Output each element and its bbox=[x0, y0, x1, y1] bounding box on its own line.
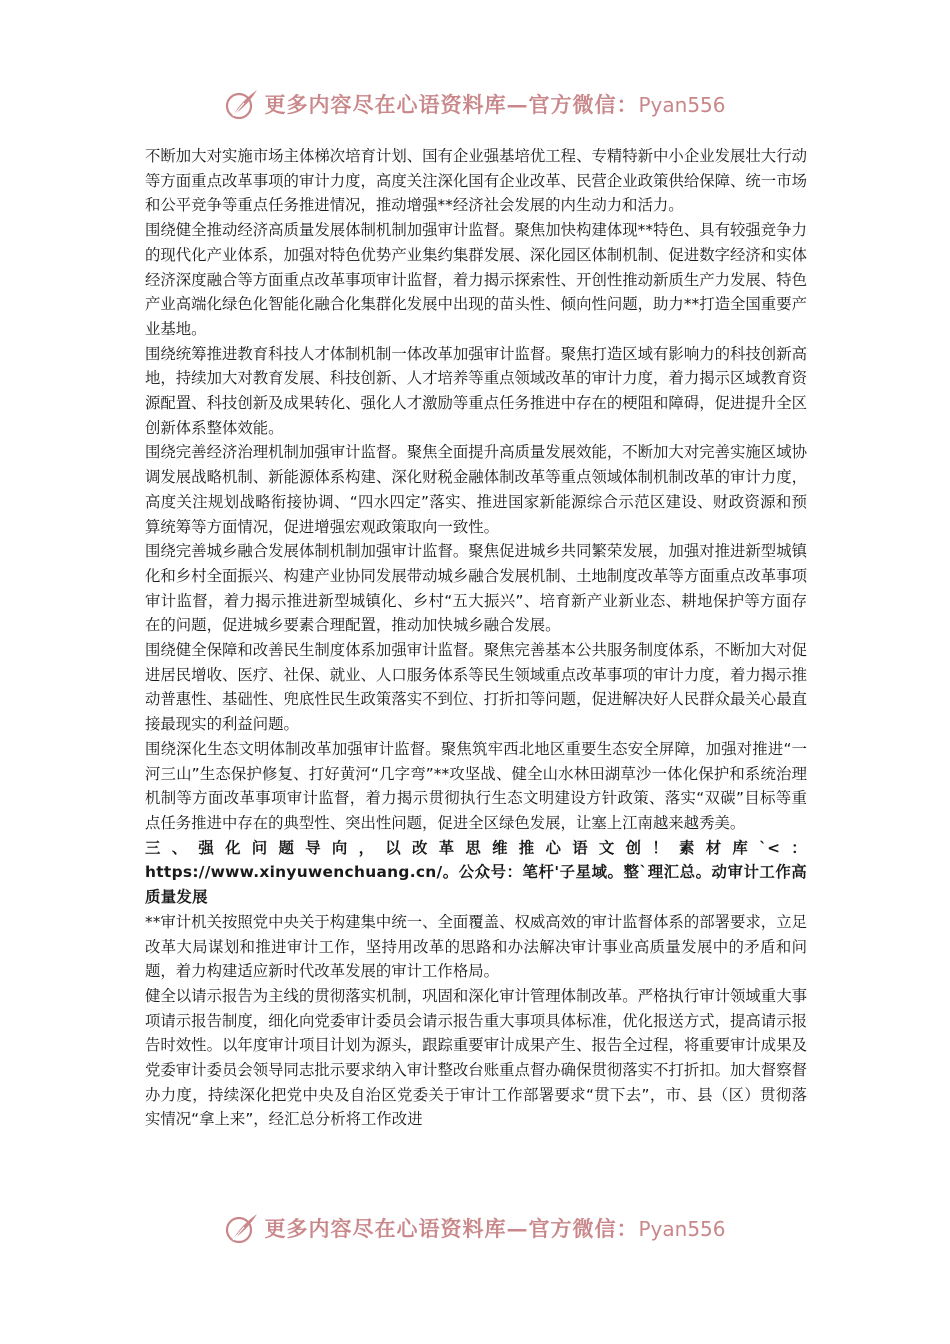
paragraph: 围绕完善城乡融合发展体制机制加强审计监督。聚焦促进城乡共同繁荣发展，加强对推进新型城镇化和乡村全面振兴、构建产业协同发展带动城乡融合发展机制、土地制度改革等方面重点改革事项审计监督，着力揭示推进新型城镇化、乡村“五大振兴”、培育新产业新业态、耕地保护等方面存在的问题，促进城乡要素合理配置，推动加快城乡融合发展。 bbox=[145, 542, 807, 635]
watermark-text: 更多内容尽在心语资料库—官方微信：Pyan556 bbox=[264, 92, 726, 117]
paragraph: 围绕健全推动经济高质量发展体制机制加强审计监督。聚焦加快构建体现**特色、具有较强竞争力的现代化产业体系，加强对特色优势产业集约集群发展、深化园区体制机制、促进数字经济和实体经济深度融合等方面重点改革事项审计监督，着力揭示探索性、开创性推动新质生产力发展、特色产业高端化绿色化智能化融合化集群化发展中出现的苗头性、倾向性问题，助力**打造全国重要产业基地。 bbox=[145, 221, 807, 338]
paragraph: 围绕深化生态文明体制改革加强审计监督。聚焦筑牢西北地区重要生态安全屏障，加强对推进“一河三山”生态保护修复、打好黄河“几字弯”**攻坚战、健全山水林田湖草沙一体化保护和系统治理机制等方面改革事项审计监督，着力揭示贯彻执行生态文明建设方针政策、落实“双碳”目标等重点任务推进中存在的典型性、突出性问题，促进全区绿色发展，让塞上江南越来越秀美。 bbox=[145, 739, 807, 832]
watermark-text: 更多内容尽在心语资料库—官方微信：Pyan556 bbox=[264, 1216, 726, 1241]
section-heading: 三、强化问题导向，以改革思维推心语文创！素材库`<：https://www.xinyuwenchuang.cn/。公众号：笔杆'子星域。整`理汇总。动审计工作高质量发展 bbox=[145, 838, 807, 907]
paragraph: 围绕健全保障和改善民生制度体系加强审计监督。聚焦完善基本公共服务制度体系，不断加大对促进居民增收、医疗、社保、就业、人口服务体系等民生领域重点改革事项的审计力度，着力揭示推动普惠性、基础性、兜底性民生政策落实不到位、打折扣等问题，促进解决好人民群众最关心最直接最现实的利益问题。 bbox=[145, 641, 807, 734]
paragraph: 围绕完善经济治理机制加强审计监督。聚焦全面提升高质量发展效能，不断加大对完善实施区域协调发展战略机制、新能源体系构建、深化财税金融体制改革等重点领域体制机制改革的审计力度，高度关注规划战略衔接协调、“四水四定”落实、推进国家新能源综合示范区建设、财政资源和预算统筹等方面情况，促进增强宏观政策取向一致性。 bbox=[145, 443, 807, 536]
paragraph: **审计机关按照党中央关于构建集中统一、全面覆盖、权威高效的审计监督体系的部署要求，立足改革大局谋划和推进审计工作，坚持用改革的思路和办法解决审计事业高质量发展中的矛盾和问题，着力构建适应新时代改革发展的审计工作格局。 bbox=[145, 912, 807, 981]
paragraph: 围绕统筹推进教育科技人才体制机制一体改革加强审计监督。聚焦打造区域有影响力的科技创新高地，持续加大对教育发展、科技创新、人才培养等重点领域改革的审计力度，着力揭示区域教育资源配置、科技创新及成果转化、强化人才激励等重点任务推进中存在的梗阻和障碍，促进提升全区创新体系整体效能。 bbox=[145, 344, 807, 437]
wechat-id: Pyan556 bbox=[638, 93, 726, 117]
quill-logo-icon bbox=[224, 1210, 260, 1246]
footer-watermark bbox=[0, 1208, 950, 1248]
paragraph: 健全以请示报告为主线的贯彻落实机制，巩固和深化审计管理体制改革。严格执行审计领域重大事项请示报告制度，细化向党委审计委员会请示报告重大事项具体标准，优化报送方式，提高请示报告时效性。以年度审计项目计划为源头，跟踪重要审计成果产生、报告全过程，将重要审计成果及党委审计委员会领导同志批示要求纳入审计整改台账重点督办确保贯彻落实不打折扣。加大督察督办力度，持续深化把党中央及自治区党委关于审计工作部署要求“贯下去”，市、县（区）贯彻落实情况“拿上来”，经汇总分析将工作改进 bbox=[145, 986, 807, 1129]
quill-logo-icon bbox=[224, 86, 260, 122]
document-body bbox=[145, 144, 807, 1132]
wechat-id: Pyan556 bbox=[638, 1217, 726, 1241]
paragraph: 不断加大对实施市场主体梯次培育计划、国有企业强基培优工程、专精特新中小企业发展壮大行动等方面重点改革事项的审计力度，高度关注深化国有企业改革、民营企业政策供给保障、统一市场和公平竞争等重点任务推进情况，推动增强**经济社会发展的内生动力和活力。 bbox=[145, 147, 807, 215]
header-watermark bbox=[0, 84, 950, 124]
